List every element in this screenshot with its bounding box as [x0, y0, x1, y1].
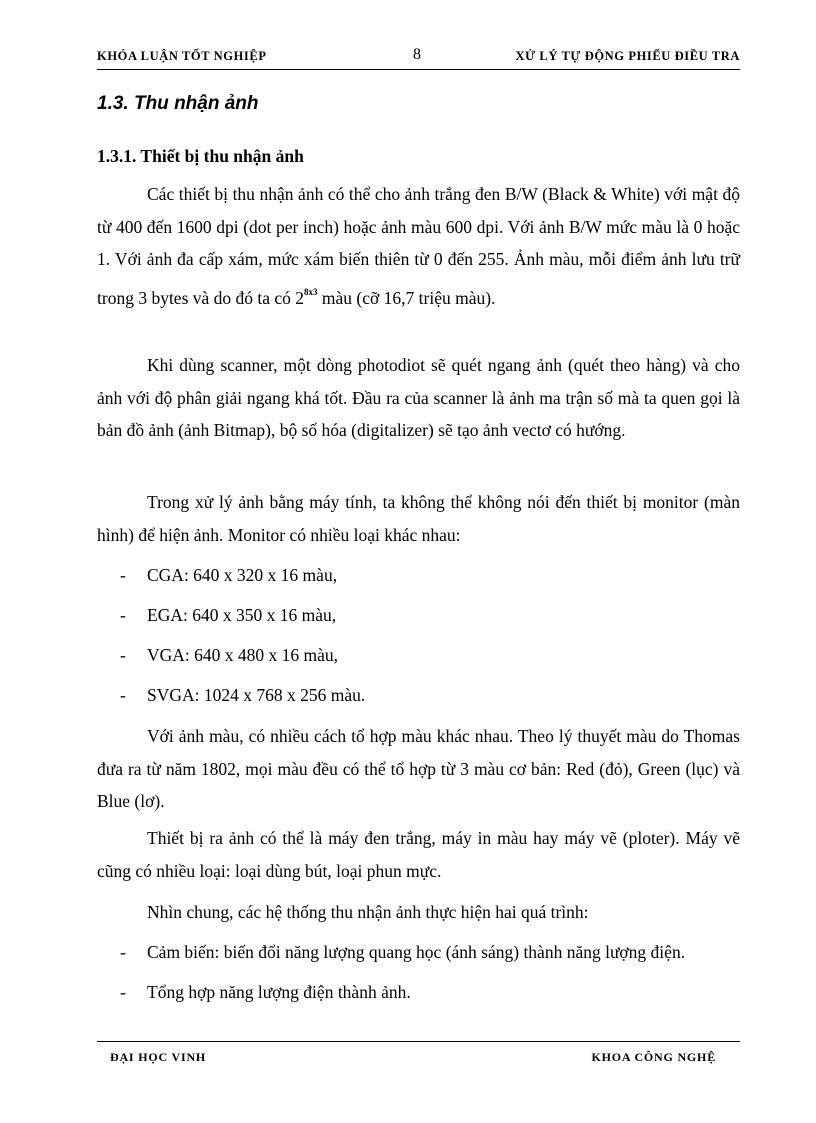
footer-divider — [97, 1041, 740, 1042]
subsection-title: 1.3.1. Thiết bị thu nhận ảnh — [97, 146, 304, 166]
header-thesis-label: KHÓA LUẬN TỐT NGHIỆP — [97, 49, 267, 63]
paragraph-3-text: Trong xử lý ảnh bằng máy tính, ta không thể không nói đến thiết bị monitor (màn hình) để hiện ảnh. Monitor có nhiều loại khác nhau: — [97, 492, 740, 545]
paragraph-1 — [97, 178, 740, 314]
list-item: - Tổng hợp năng lượng điện thành ảnh. — [120, 982, 411, 1002]
paragraph-4 — [97, 720, 740, 818]
footer-faculty: KHOA CÔNG NGHỆ — [591, 1050, 716, 1064]
paragraph-5 — [97, 822, 740, 887]
section-title: 1.3. Thu nhận ảnh — [97, 93, 259, 114]
paragraph-1-tail: màu (cỡ 16,7 triệu màu). — [317, 287, 496, 308]
list-item: - EGA: 640 x 350 x 16 màu, — [120, 605, 337, 625]
paragraph-3 — [97, 486, 740, 551]
list-item: - Cảm biến: biến đổi năng lượng quang học (ánh sáng) thành năng lượng điện. — [120, 942, 686, 962]
paragraph-2-text: Khi dùng scanner, một dòng photodiot sẽ quét ngang ảnh (quét theo hàng) và cho ảnh với độ phân giải ngang khá tốt. Đầu ra của scanner là ảnh ma trận số mà ta quen gọi là bản đồ ảnh (ảnh Bitmap), bộ số hóa (digitalizer) sẽ tạo ảnh vectơ có hướng. — [97, 355, 740, 440]
list-item: - SVGA: 1024 x 768 x 256 màu. — [120, 685, 366, 705]
page-number: 8 — [413, 46, 421, 63]
footer-university: ĐẠI HỌC VINH — [110, 1050, 207, 1064]
paragraph-6 — [97, 896, 740, 929]
paragraph-1-text: Các thiết bị thu nhận ảnh có thể cho ảnh trắng đen B/W (Black & White) với mật độ từ 400 đến 1600 dpi (dot per inch) hoặc ảnh màu 600 dpi. Với ảnh B/W mức màu là 0 hoặc 1. Với ảnh đa cấp xám, mức xám biến thiên từ 0 đến 255. Ảnh màu, mỗi điểm ảnh lưu trữ trong 3 bytes và do đó ta có 2 — [97, 184, 740, 308]
header-divider — [97, 69, 740, 70]
paragraph-6-text: Nhìn chung, các hệ thống thu nhận ảnh thực hiện hai quá trình: — [147, 902, 589, 922]
list-item: - VGA: 640 x 480 x 16 màu, — [120, 645, 339, 665]
paragraph-2 — [97, 349, 740, 447]
list-item: - CGA: 640 x 320 x 16 màu, — [120, 565, 338, 585]
paragraph-4-text: Với ảnh màu, có nhiều cách tổ hợp màu khác nhau. Theo lý thuyết màu do Thomas đưa ra từ năm 1802, mọi màu đều có thể tổ hợp từ 3 màu cơ bản: Red (đỏ), Green (lục) và Blue (lơ). — [97, 726, 740, 811]
exponent: 8x3 — [304, 286, 318, 297]
header-topic-label: XỬ LÝ TỰ ĐỘNG PHIẾU ĐIỀU TRA — [515, 49, 740, 63]
page-footer — [110, 1050, 716, 1068]
paragraph-5-text: Thiết bị ra ảnh có thể là máy đen trắng, máy in màu hay máy vẽ (ploter). Máy vẽ cũng có nhiều loại: loại dùng bút, loại phun mực. — [97, 828, 740, 881]
page-header — [97, 46, 740, 68]
